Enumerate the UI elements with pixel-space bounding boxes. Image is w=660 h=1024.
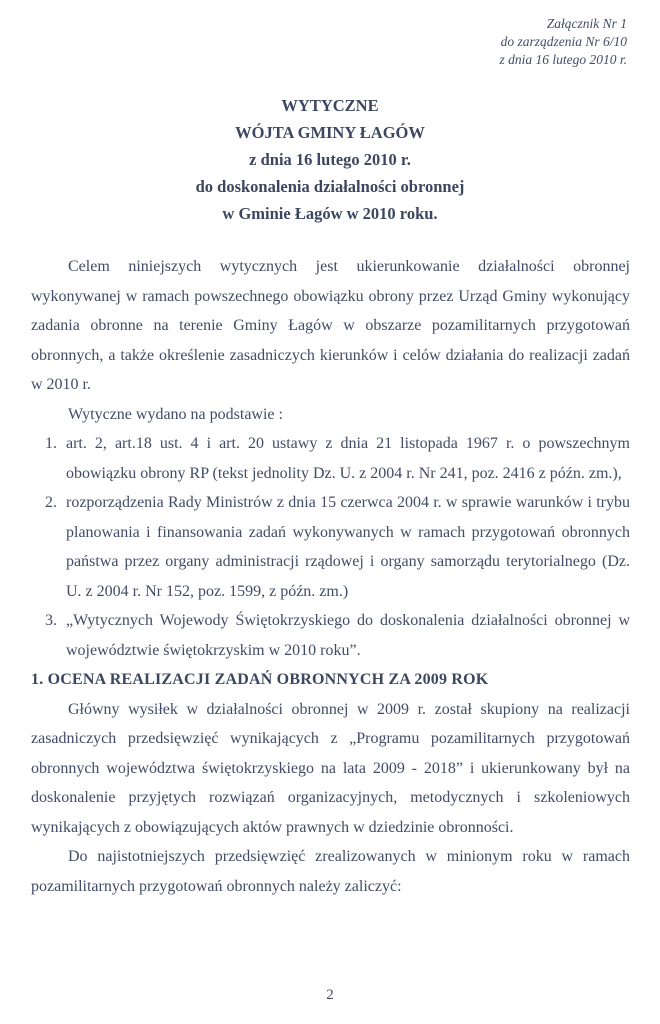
page-number: 2 (326, 987, 334, 1003)
legal-basis-item: 2. rozporządzenia Rady Ministrów z dnia 15 czerwca 2004 r. w sprawie warunków i trybu planowania i finansowania zadań wykonywanych w ramach przygotowań obronnych państwa przez organy administracji rządowej i organy samorządu terytorialnego (Dz. U. z 2004 r. Nr 152, poz. 1599, z późn. zm.) (61, 488, 630, 606)
section-paragraph-1: Główny wysiłek w działalności obronnej w 2009 r. został skupiony na realizacji zasadniczych przedsięwzięć wynikających z „Programu pozamilitarnych przygotowań obronnych województwa świętokrzyskiego na lata 2009 - 2018” i ukierunkowany był na doskonalenie przyjętych rozwiązań organizacyjnych, metodycznych i szkoleniowych wynikających z obowiązujących aktów prawnych w dziedzinie obronności. (31, 700, 630, 836)
title-line: WÓJTA GMINY ŁAGÓW (235, 123, 425, 142)
section-paragraph-2: Do najistotniejszych przedsięwzięć zrealizowanych w minionym roku w ramach pozamilitarnych przygotowań obronnych należy zaliczyć: (31, 848, 630, 895)
section-heading: 1. OCENA REALIZACJI ZADAŃ OBRONNYCH ZA 2009 ROK (31, 671, 489, 688)
annex-line: z dnia 16 lutego 2010 r. (499, 52, 627, 67)
title-line: w Gminie Łagów w 2010 roku. (222, 204, 438, 223)
annex-line: do zarządzenia Nr 6/10 (500, 34, 627, 49)
legal-basis-item: 1. art. 2, art.18 ust. 4 i art. 20 ustawy z dnia 21 listopada 1967 r. o powszechnym obowiązku obrony RP (tekst jednolity Dz. U. z 2004 r. Nr 241, poz. 2416 z późn. zm.), (61, 429, 630, 488)
legal-basis-item: 3. „Wytycznych Wojewody Świętokrzyskiego do doskonalenia działalności obronnej w województwie świętokrzyskim w 2010 roku”. (61, 606, 630, 665)
title-line: WYTYCZNE (281, 96, 379, 115)
legal-basis-list (31, 429, 630, 665)
document-title (0, 92, 660, 227)
document-body (31, 252, 630, 901)
basis-intro: Wytyczne wydano na podstawie : (68, 405, 283, 423)
annex-line: Załącznik Nr 1 (546, 16, 627, 31)
intro-paragraph: Celem niniejszych wytycznych jest ukierunkowanie działalności obronnej wykonywanej w ramach powszechnego obowiązku obrony przez Urząd Gminy wykonujący zadania obronne na terenie Gminy Łagów w obszarze pozamilitarnych przygotowań obronnych, a także określenie zasadniczych kierunków i celów działania do realizacji zadań w 2010 r. (31, 258, 630, 393)
title-line: do doskonalenia działalności obronnej (195, 177, 465, 196)
annex-note (499, 15, 627, 69)
title-line: z dnia 16 lutego 2010 r. (249, 150, 411, 169)
